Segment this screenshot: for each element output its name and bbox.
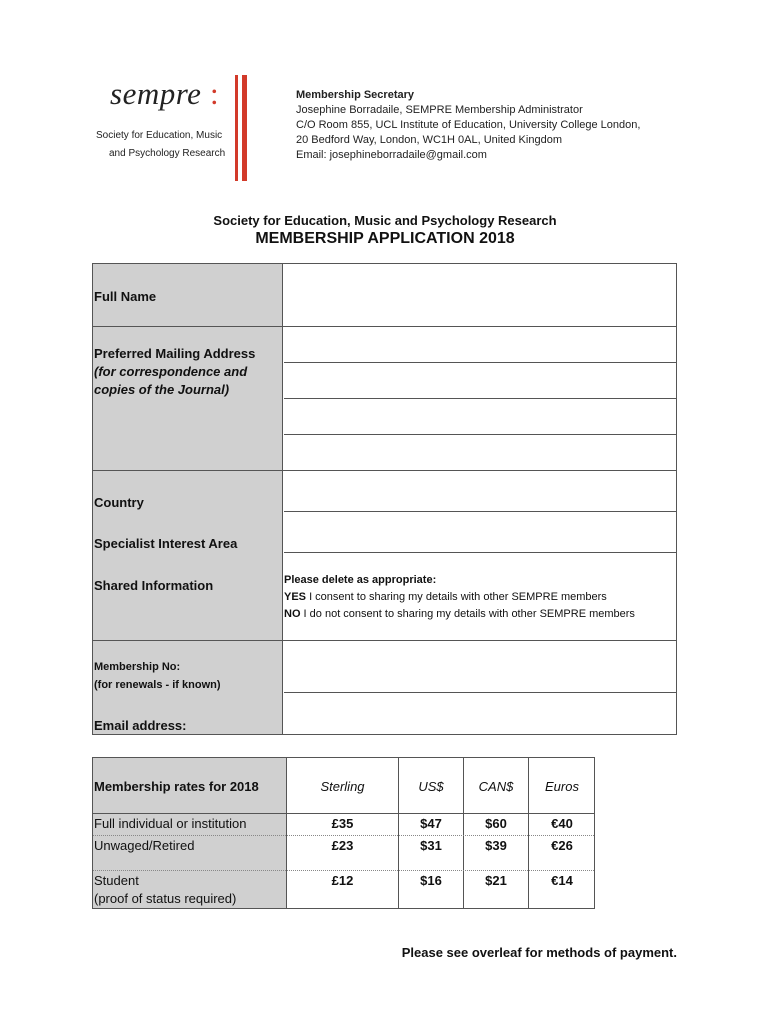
rate-row-label: Unwaged/Retired (94, 838, 195, 853)
secretary-title: Membership Secretary (296, 89, 414, 101)
rates-row-divider (93, 813, 594, 814)
secretary-line: C/O Room 855, UCL Institute of Education, University College London, (296, 119, 641, 131)
rate-price: £12 (331, 873, 354, 888)
shared-yes-option[interactable] (284, 589, 635, 606)
yes-word: YES (284, 591, 307, 603)
yes-text: I consent to sharing my details with other SEMPRE members (306, 591, 607, 603)
currency-header: Sterling (320, 779, 365, 794)
form-title: MEMBERSHIP APPLICATION 2018 (255, 230, 515, 247)
secretary-email: Email: josephineborradaile@gmail.com (296, 149, 487, 161)
address-sublabel: (for correspondence and (94, 364, 248, 379)
full-name-field[interactable] (284, 264, 676, 326)
rate-price: $21 (485, 873, 507, 888)
no-text: I do not consent to sharing my details with other SEMPRE members (300, 608, 635, 620)
payment-note: Please see overleaf for methods of payment. (401, 945, 677, 960)
logo-red-bar (235, 75, 238, 181)
application-form (92, 263, 677, 735)
interest-area-label: Specialist Interest Area (94, 536, 238, 551)
email-field[interactable] (284, 693, 676, 735)
rate-price: $60 (485, 816, 507, 831)
secretary-line: 20 Bedford Way, London, WC1H 0AL, United Kingdom (296, 134, 562, 146)
rate-row-sublabel: (proof of status required) (94, 891, 237, 906)
rates-row-divider (93, 835, 594, 836)
shared-instruction: Please delete as appropriate: (284, 574, 437, 586)
sempre-logo (92, 72, 252, 182)
address-field-line4[interactable] (284, 435, 676, 470)
organization-title: Society for Education, Music and Psychology Research (213, 213, 557, 228)
rate-price: $39 (485, 838, 507, 853)
logo-red-bar (242, 75, 247, 181)
rates-header: Membership rates for 2018 (94, 779, 259, 794)
rate-price: $47 (420, 816, 442, 831)
logo-colon: : (210, 76, 219, 111)
address-field-line3[interactable] (284, 399, 676, 434)
logo-wordmark: sempre (110, 76, 202, 111)
currency-header: CAN$ (478, 779, 514, 794)
rates-row-divider (93, 870, 594, 871)
rate-price: €14 (551, 873, 573, 888)
shared-information-label: Shared Information (94, 578, 214, 593)
membership-no-label: Membership No: (94, 661, 181, 673)
rate-price: £35 (331, 816, 354, 831)
secretary-line: Josephine Borradaile, SEMPRE Membership Administrator (296, 104, 583, 116)
logo-subtitle-line1: Society for Education, Music (96, 130, 223, 141)
email-label: Email address: (94, 718, 187, 733)
membership-rates-table (92, 757, 595, 909)
row-divider (284, 552, 676, 553)
address-field-line1[interactable] (284, 327, 676, 362)
rate-row-label: Student (94, 873, 139, 888)
full-name-label: Full Name (94, 289, 157, 304)
rate-row-label: Full individual or institution (94, 816, 247, 831)
rate-price: €26 (551, 838, 573, 853)
address-label: Preferred Mailing Address (94, 346, 256, 361)
rate-price: €40 (551, 816, 573, 831)
no-word: NO (284, 608, 301, 620)
rate-price: $16 (420, 873, 442, 888)
interest-area-field[interactable] (284, 512, 676, 552)
logo-subtitle-line2: and Psychology Research (109, 148, 226, 159)
membership-no-field[interactable] (284, 641, 676, 692)
country-label: Country (94, 495, 144, 510)
membership-no-sublabel: (for renewals - if known) (94, 679, 221, 691)
currency-header: Euros (545, 779, 579, 794)
shared-info-options (284, 572, 635, 623)
country-field[interactable] (284, 471, 676, 511)
secretary-address-block (296, 88, 640, 163)
address-sublabel: copies of the Journal) (94, 382, 230, 397)
address-field-line2[interactable] (284, 363, 676, 398)
rate-price: $31 (420, 838, 442, 853)
currency-header: US$ (418, 779, 444, 794)
rate-price: £23 (331, 838, 354, 853)
shared-no-option[interactable] (284, 606, 635, 623)
